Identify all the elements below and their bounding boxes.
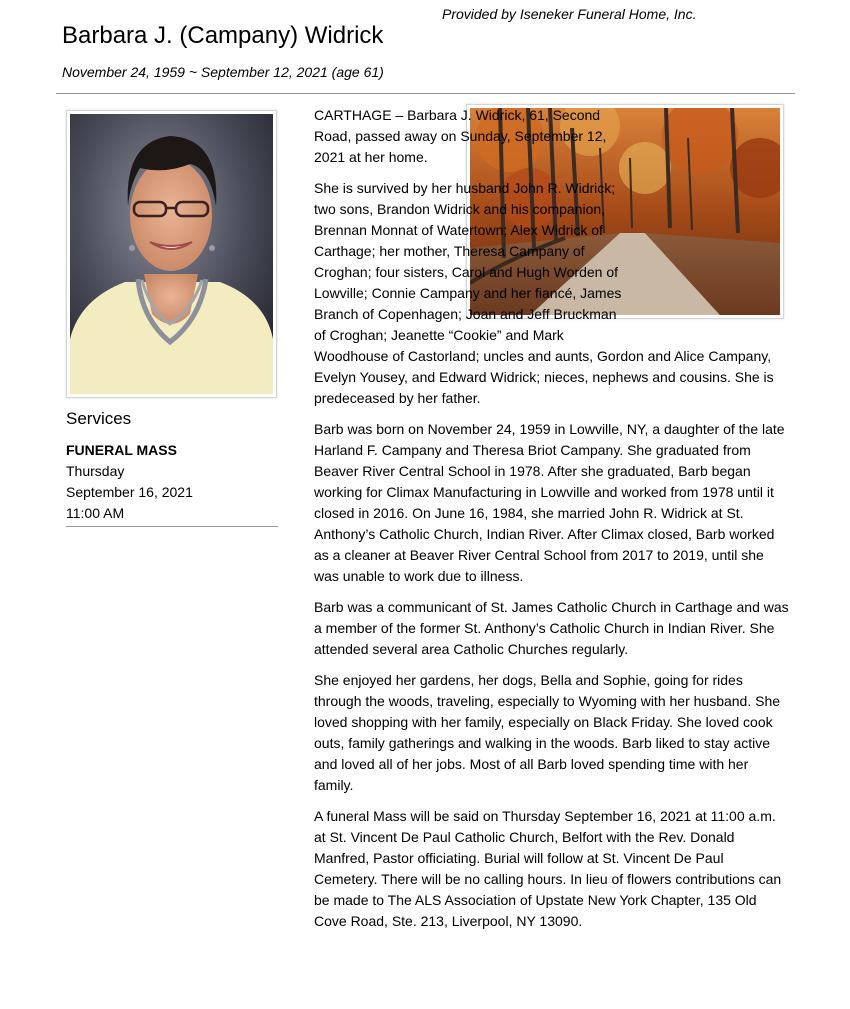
life-dates: November 24, 1959 ~ September 12, 2021 (age 61)	[62, 64, 384, 80]
provider-credit: Provided by Iseneker Funeral Home, Inc.	[442, 6, 697, 22]
obituary-paragraph: She is survived by her husband John R. Widrick; two sons, Brandon Widrick and his companion, Brennan Monnat of Watertown; Alex Widrick of Carthage; her mother, Theresa Campany of Croghan; four sisters, Carol and Hugh Worden of Lowville; Connie Campany and her fiancé, James Branch of Copenhagen; Joan and Jeff Bruckman of Croghan; Jeanette “Cookie” and Mark Woodhouse of Castorland; uncles and aunts, Gordon and Alice Campany, Evelyn Yousey, and Edward Widrick; nieces, nephews and cousins. She is predeceased by her father.	[314, 180, 774, 406]
obituary-paragraph: Barb was born on November 24, 1959 in Lowville, NY, a daughter of the late Harland F. Campany and Theresa Briot Campany. She graduated from Beaver River Central School in 1978. After she graduated, Barb began working for Climax Manufacturing in Lowville and worked from 1978 until it closed in 2016. On June 16, 1984, she married John R. Widrick at St. Anthony’s Catholic Church, Indian River. After Climax closed, Barb worked as a cleaner at Beaver River Central School from 2017 to 2019, until she was unable to work due to illness.	[314, 421, 785, 584]
obituary-paragraph: Barb was a communicant of St. James Catholic Church in Carthage and was a member of the former St. Anthony’s Catholic Church in Indian River. She attended several area Catholic Churches regularly.	[314, 599, 789, 657]
photo-wrap-space	[630, 105, 789, 334]
service-time: 11:00 AM	[66, 505, 125, 521]
deceased-name: Barbara J. (Campany) Widrick	[62, 22, 384, 49]
obituary-paragraph: She enjoyed her gardens, her dogs, Bella and Sophie, going for rides through the woods, traveling, especially to Wyoming with her husband. She loved shopping with her family, especially on Black Friday. She loved cook outs, family gatherings and walking in the woods. Barb liked to stay active and loved all of her jobs. Most of all Barb loved spending time with her family.	[314, 672, 781, 793]
services-divider	[66, 526, 278, 527]
service-title: FUNERAL MASS	[66, 442, 177, 458]
service-funeral-mass	[66, 440, 193, 524]
portrait-photo	[66, 110, 277, 398]
header-divider	[56, 93, 795, 94]
service-day: Thursday	[66, 463, 125, 479]
obituary-paragraph: CARTHAGE – Barbara J. Widrick, 61, Second Road, passed away on Sunday, September 12, 2021 at her home.	[314, 107, 607, 165]
services-heading: Services	[66, 409, 132, 428]
obituary-paragraph: A funeral Mass will be said on Thursday September 16, 2021 at 11:00 a.m. at St. Vincent De Paul Catholic Church, Belfort with the Rev. Donald Manfred, Pastor officiating. Burial will follow at St. Vincent De Paul Cemetery. There will be no calling hours. In lieu of flowers contributions can be made to The ALS Association of Upstate New York Chapter, 135 Old Cove Road, Ste. 213, Liverpool, NY 13090.	[314, 808, 782, 929]
service-date: September 16, 2021	[66, 484, 193, 500]
obituary-text	[314, 105, 789, 942]
